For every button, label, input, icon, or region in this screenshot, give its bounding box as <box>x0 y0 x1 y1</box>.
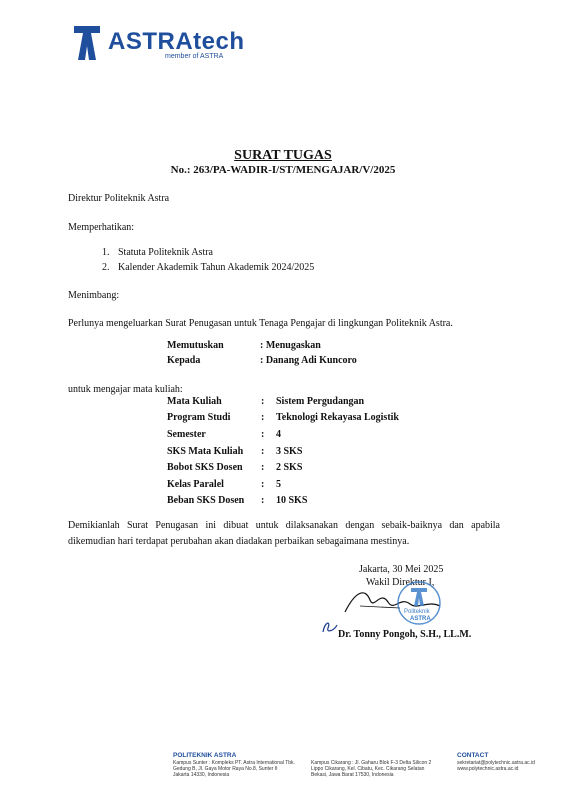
document-number: No.: 263/PA-WADIR-I/ST/MENGAJAR/V/2025 <box>170 164 396 176</box>
footer-institution: POLITEKNIK ASTRA <box>173 752 237 759</box>
document-title: SURAT TUGAS <box>234 148 332 163</box>
teach-label: untuk mengajar mata kuliah: <box>68 384 183 395</box>
considering-num-2: 2. <box>102 262 110 273</box>
footer-cikarang-line-2: Lippo Cikarang, Kel. Cibatu, Kec. Cikarang Selatan <box>311 766 425 772</box>
sks-course-label: SKS Mata Kuliah <box>167 446 244 457</box>
footer-sunter-line-3: Jakarta 14330, Indonesia <box>173 772 230 778</box>
parallel-class-sep: : <box>261 479 265 490</box>
semester-sep: : <box>261 429 265 440</box>
parallel-class-value: 5 <box>276 479 281 490</box>
semester-label: Semester <box>167 429 206 440</box>
course-value: Sistem Pergudangan <box>276 396 365 407</box>
signer-position: Wakil Direktur I, <box>366 577 435 588</box>
parallel-class-label: Kelas Paralel <box>167 479 224 490</box>
footer-email[interactable]: sekretariat@polytechnic.astra.ac.id <box>457 760 535 766</box>
sks-lecturer-value: 2 SKS <box>276 462 303 473</box>
signer-name: Dr. Tonny Pongoh, S.H., LL.M. <box>338 629 472 640</box>
decision-label-1: Memutuskan <box>167 340 224 351</box>
program-value: Teknologi Rekayasa Logistik <box>276 412 399 423</box>
initial-paraf-icon <box>320 617 340 637</box>
issuer: Direktur Politeknik Astra <box>68 193 170 204</box>
astratech-logo-icon <box>70 24 104 62</box>
program-label: Program Studi <box>167 412 231 423</box>
footer-cikarang-line-1: Kampus Cikarang : Jl. Gaharu Blok F-3 Delta Silicon 2 <box>311 760 432 766</box>
decision-value-2: : Danang Adi Kuncoro <box>260 355 357 366</box>
sks-lecturer-label: Bobot SKS Dosen <box>167 462 243 473</box>
footer-sunter-line-1: Kampus Sunter : Kompleks PT. Astra International Tbk. <box>173 760 295 766</box>
weighing-label: Menimbang: <box>68 290 120 301</box>
course-label: Mata Kuliah <box>167 396 222 407</box>
course-sep: : <box>261 396 265 407</box>
sks-load-value: 10 SKS <box>276 495 308 506</box>
stamp-text-1: Politeknik <box>404 609 430 615</box>
considering-num-1: 1. <box>102 247 110 258</box>
considering-item-2: Kalender Akademik Tahun Akademik 2024/2025 <box>118 262 315 273</box>
weighing-text: Perlunya mengeluarkan Surat Penugasan untuk Tenaga Pengajar di lingkungan Politeknik Astra. <box>68 318 453 329</box>
brand-tagline: member of ASTRA <box>165 53 224 60</box>
decision-label-2: Kepada <box>167 355 201 366</box>
decision-value-1: : Menugaskan <box>260 340 321 351</box>
footer-contact-title: CONTACT <box>457 752 489 759</box>
sks-course-sep: : <box>261 446 265 457</box>
brand-name: ASTRAtech <box>108 28 245 55</box>
semester-value: 4 <box>276 429 281 440</box>
considering-label: Memperhatikan: <box>68 222 135 233</box>
footer-cikarang-line-3: Bekasi, Jawa Barat 17530, Indonesia <box>311 772 394 778</box>
place-date: Jakarta, 30 Mei 2025 <box>359 564 444 575</box>
sks-load-sep: : <box>261 495 265 506</box>
considering-item-1: Statuta Politeknik Astra <box>118 247 213 258</box>
footer-sunter-line-2: Gedung B, Jl. Gaya Motor Raya No.8, Sunter II <box>173 766 278 772</box>
program-sep: : <box>261 412 265 423</box>
sks-course-value: 3 SKS <box>276 446 303 457</box>
closing-paragraph: Demikianlah Surat Penugasan ini dibuat untuk dilaksanakan dengan sebaik-baiknya dan apabila dikemudian hari terdapat perubahan akan diadakan perbaikan sebagaimana mestinya. <box>68 520 500 547</box>
sks-lecturer-sep: : <box>261 462 265 473</box>
footer-website[interactable]: www.polytechnic.astra.ac.id <box>457 766 519 772</box>
stamp-text-2: ASTRA <box>410 616 431 622</box>
sks-load-label: Beban SKS Dosen <box>167 495 245 506</box>
